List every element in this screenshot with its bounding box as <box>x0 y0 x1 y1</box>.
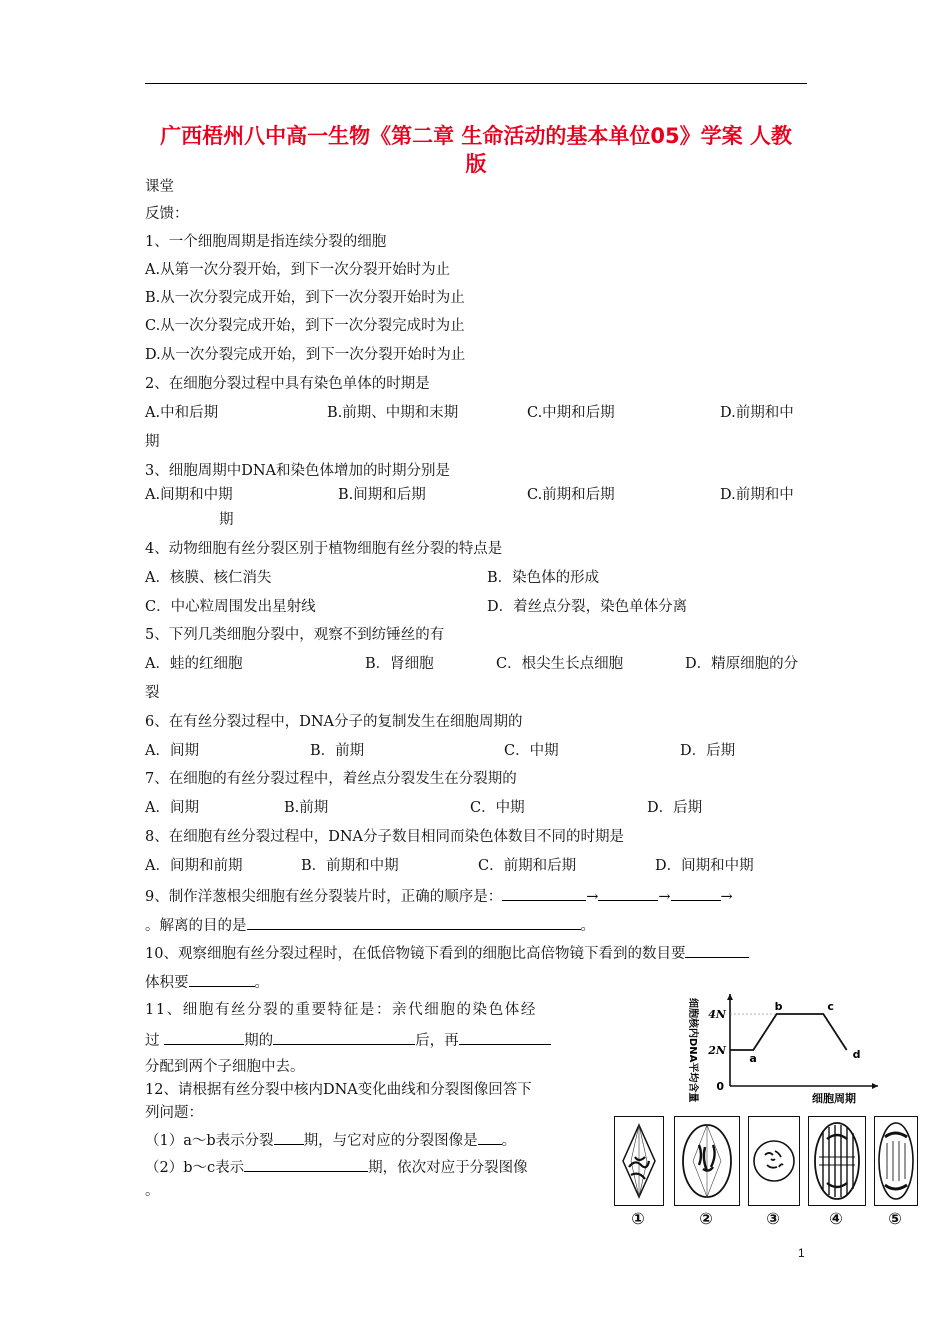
q6-stem: 6、在有丝分裂过程中，DNA分子的复制发生在细胞周期的 <box>145 714 523 730</box>
q2-option-b: B.前期、中期和末期 <box>327 405 459 421</box>
q4-option-a: A．核膜、核仁消失 <box>145 570 272 586</box>
q3-option-a: A.间期和中期 <box>145 487 233 503</box>
q9-stem <box>145 885 733 907</box>
q3-option-d-wrap: 期 <box>219 512 234 528</box>
header-rule <box>145 83 807 84</box>
figure-label-4: ④ <box>829 1209 843 1228</box>
q9-line2 <box>145 914 595 936</box>
q1-option-d: D.从一次分裂完成开始，到下一次分裂开始时为止 <box>145 347 466 363</box>
q6-option-a: A．间期 <box>145 743 199 759</box>
q4-stem: 4、动物细胞有丝分裂区别于植物细胞有丝分裂的特点是 <box>145 541 503 557</box>
page-number: 1 <box>798 1246 805 1260</box>
mitosis-figure-4 <box>808 1116 866 1206</box>
q3-option-b: B.间期和后期 <box>338 487 426 503</box>
mitosis-figure-3 <box>748 1116 800 1206</box>
q12-part1 <box>145 1129 516 1151</box>
figure-label-1: ① <box>631 1209 645 1228</box>
q12-blank-2[interactable] <box>478 1129 502 1145</box>
q5-option-c: C．根尖生长点细胞 <box>496 656 624 672</box>
q8-option-b: B．前期和中期 <box>301 858 399 874</box>
q5-option-b: B．肾细胞 <box>365 656 434 672</box>
q10-stem-text: 10、观察细胞有丝分裂过程时，在低倍物镜下看到的细胞比高倍物镜下看到的数目要 <box>145 946 686 962</box>
mitosis-figure-2 <box>674 1116 740 1206</box>
q8-option-a: A．间期和前期 <box>145 858 243 874</box>
q11-text-c: 后，再 <box>415 1033 459 1049</box>
q9-blank-1[interactable] <box>502 885 586 901</box>
q5-option-a: A．蛙的红细胞 <box>145 656 243 672</box>
q3-option-c: C.前期和后期 <box>527 487 615 503</box>
q6-option-d: D．后期 <box>680 743 736 759</box>
q9-blank-2[interactable] <box>598 885 658 901</box>
y-tick-label: 2N <box>708 1044 726 1057</box>
y-axis-label: 细胞核内DNA平均含量 <box>687 998 698 1103</box>
x-axis-arrow <box>872 1083 878 1089</box>
q10-volume-label: 体积要 <box>145 975 189 991</box>
q12-blank-3[interactable] <box>244 1156 368 1172</box>
q3-stem: 3、细胞周期中DNA和染色体增加的时期分别是 <box>145 463 451 479</box>
q3-option-d: D.前期和中 <box>720 487 794 503</box>
q6-option-b: B．前期 <box>310 743 365 759</box>
cell-metaphase-icon <box>675 1117 739 1205</box>
q1-option-a: A.从第一次分裂开始，到下一次分裂开始时为止 <box>145 262 451 278</box>
q11-text-b: 期的 <box>244 1033 274 1049</box>
q4-option-b: B．染色体的形成 <box>487 570 600 586</box>
q12-part1-b: 期，与它对应的分裂图像是 <box>303 1133 478 1149</box>
q9-arrow-3: → <box>720 889 733 905</box>
q2-option-d: D.前期和中 <box>720 405 794 421</box>
point-label-d: d <box>852 1048 861 1061</box>
q8-stem: 8、在细胞有丝分裂过程中，DNA分子数目相同而染色体数目不同的时期是 <box>145 829 625 845</box>
q5-option-d-wrap: 裂 <box>145 685 160 701</box>
q5-stem: 5、下列几类细胞分裂中，观察不到纺锤丝的有 <box>145 627 445 643</box>
q11-blank-3[interactable] <box>459 1029 551 1045</box>
q11-text-a: 过 <box>145 1033 160 1049</box>
q2-stem: 2、在细胞分裂过程中具有染色单体的时期是 <box>145 376 430 392</box>
q10-line2-end: 。 <box>254 975 269 991</box>
q12-part2-a: （2）b～c表示 <box>145 1160 245 1176</box>
q11-line2 <box>145 1029 551 1051</box>
q11-blank-2[interactable] <box>273 1029 415 1045</box>
q10-blank-2[interactable] <box>189 971 255 987</box>
point-label-a: a <box>749 1052 757 1065</box>
section-label-1: 课堂 <box>145 179 174 195</box>
q8-option-d: D．间期和中期 <box>655 858 754 874</box>
q10-stem <box>145 942 749 964</box>
q11-stem: 11、细胞有丝分裂的重要特征是：亲代细胞的染色体经 <box>145 1002 537 1018</box>
q11-blank-1[interactable] <box>164 1029 244 1045</box>
x-axis-label: 细胞周期 <box>812 1092 856 1105</box>
mitosis-figure-5 <box>874 1116 918 1206</box>
q9-line2-end: 。 <box>580 918 595 934</box>
q9-arrow-2: → <box>658 889 671 905</box>
q12-stem: 12、请根据有丝分裂中核内DNA变化曲线和分裂图像回答下 <box>145 1082 532 1098</box>
q1-option-c: C.从一次分裂完成开始，到下一次分裂完成时为止 <box>145 318 465 334</box>
q2-option-a: A.中和后期 <box>145 405 219 421</box>
q10-blank-1[interactable] <box>685 942 749 958</box>
q7-option-a: A．间期 <box>145 800 199 816</box>
mitosis-figure-1 <box>614 1116 664 1206</box>
q2-option-c: C.中期和后期 <box>527 405 615 421</box>
q7-option-c: C．中期 <box>470 800 525 816</box>
q4-option-c: C．中心粒周围发出星射线 <box>145 599 316 615</box>
point-label-b: b <box>774 1000 783 1013</box>
q1-stem: 1、一个细胞周期是指连续分裂的细胞 <box>145 234 387 250</box>
q12-stem-2: 列问题： <box>145 1105 203 1121</box>
q10-line2 <box>145 971 269 993</box>
q5-option-d: D．精原细胞的分 <box>685 656 799 672</box>
cell-prophase-spindle-icon <box>615 1117 663 1205</box>
dna-series-line <box>730 1014 847 1050</box>
q12-part2-b: 期，依次对应于分裂图像 <box>368 1160 528 1176</box>
y-axis-arrow <box>727 994 733 1000</box>
q7-option-b: B.前期 <box>284 800 329 816</box>
origin-label: 0 <box>716 1080 724 1093</box>
dna-content-chart <box>678 992 883 1112</box>
q1-option-b: B.从一次分裂完成开始，到下一次分裂开始时为止 <box>145 290 465 306</box>
q9-blank-purpose[interactable] <box>247 914 581 930</box>
figure-label-2: ② <box>699 1209 713 1228</box>
q4-option-d: D．着丝点分裂，染色单体分离 <box>487 599 688 615</box>
y-tick-label: 4N <box>708 1008 726 1021</box>
doc-title-line2: 版 <box>465 152 487 176</box>
q12-blank-1[interactable] <box>274 1129 304 1145</box>
q12-part2 <box>145 1156 528 1178</box>
point-label-c: c <box>827 1000 834 1013</box>
q9-purpose-label: 。解离的目的是 <box>145 918 247 934</box>
q11-line3: 分配到两个子细胞中去。 <box>145 1059 305 1075</box>
q6-option-c: C．中期 <box>504 743 559 759</box>
q2-option-d-wrap: 期 <box>145 434 160 450</box>
q9-stem-text: 9、制作洋葱根尖细胞有丝分裂装片时，正确的顺序是： <box>145 889 503 905</box>
cell-interphase-icon <box>749 1117 799 1205</box>
q8-option-c: C．前期和后期 <box>478 858 577 874</box>
q9-arrow-1: → <box>586 889 599 905</box>
cell-telophase-icon <box>875 1117 917 1205</box>
q12-part1-c: 。 <box>501 1133 517 1149</box>
doc-title-line1: 广西梧州八中高一生物《第二章 生命活动的基本单位05》学案 人教 <box>160 124 792 148</box>
q12-part1-a: （1）a～b表示分裂 <box>145 1133 274 1149</box>
q7-option-d: D．后期 <box>647 800 703 816</box>
figure-label-5: ⑤ <box>888 1209 902 1228</box>
q7-stem: 7、在细胞的有丝分裂过程中，着丝点分裂发生在分裂期的 <box>145 771 517 787</box>
section-label-2: 反馈： <box>145 206 189 222</box>
q12-part2-end: 。 <box>145 1183 160 1199</box>
cell-anaphase-icon <box>809 1117 865 1205</box>
q9-blank-3[interactable] <box>671 885 721 901</box>
figure-label-3: ③ <box>766 1209 780 1228</box>
